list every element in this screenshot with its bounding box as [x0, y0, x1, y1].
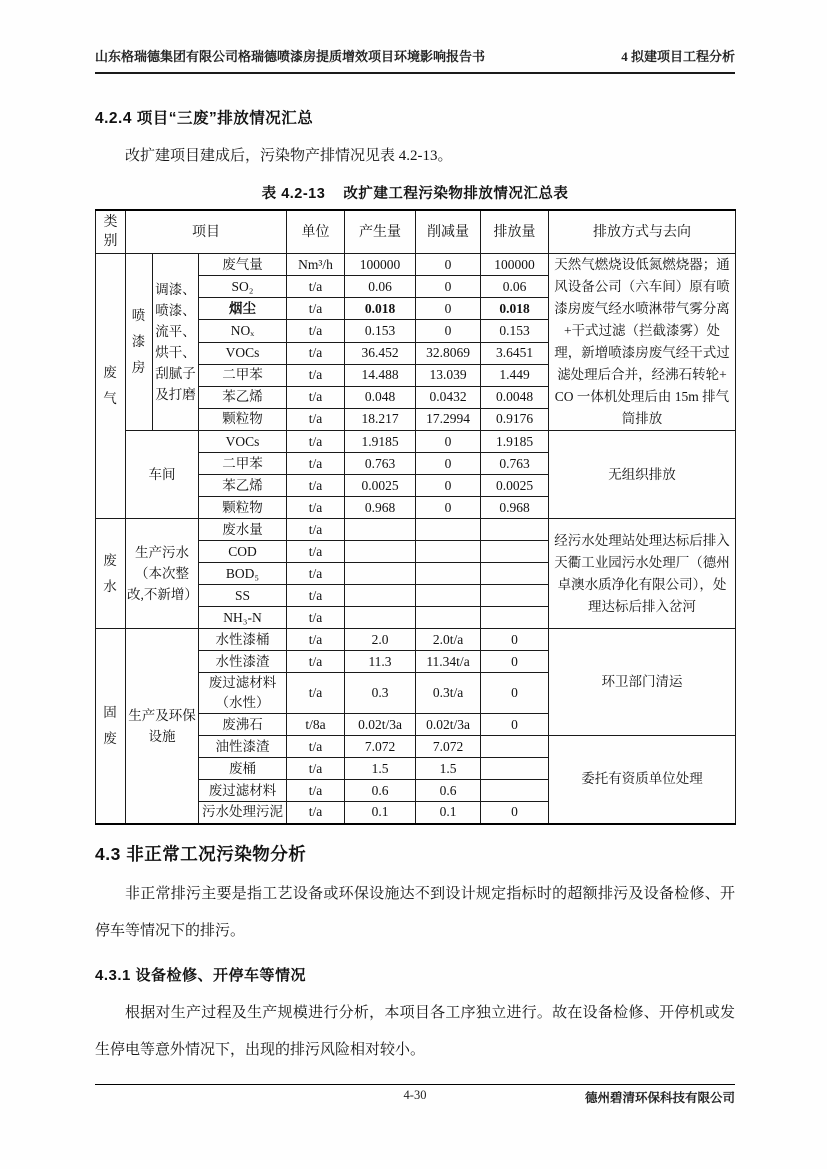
section-4-3-paragraph: 非正常排污主要是指工艺设备或环保设施达不到设计规定指标时的超额排污及设备检修、开停车等情况下的排污。	[95, 885, 735, 939]
table-cell: 11.3	[345, 651, 416, 673]
table-cell	[345, 607, 416, 629]
table-cell: 油性漆渣	[199, 736, 287, 758]
table-cell: 2.0t/a	[416, 629, 481, 651]
table-cell: 废水量	[199, 519, 287, 541]
table-header	[96, 210, 736, 254]
table-cell: 废过滤材料（水性）	[199, 673, 287, 714]
section-4-3-heading: 4.3 非正常工况污染物分析	[95, 843, 307, 864]
table-cell	[416, 519, 481, 541]
table-cell: t/a	[287, 276, 345, 298]
table-cell: 喷漆房	[126, 254, 153, 431]
table-cell: 0.153	[481, 320, 549, 342]
table-cell	[345, 585, 416, 607]
table-cell: 11.34t/a	[416, 651, 481, 673]
section-4-3-1-paragraph: 根据对生产过程及生产规模进行分析，本项目各工序独立进行。故在设备检修、开停机或发生停电等意外情况下，出现的排污风险相对较小。	[95, 1004, 735, 1058]
table-cell: 废过滤材料	[199, 780, 287, 802]
table-cell: 调漆、喷漆、流平、烘干、刮腻子及打磨	[153, 254, 199, 431]
table-cell: 排放方式与去向	[549, 210, 736, 254]
table-cell: COD	[199, 541, 287, 563]
table-cell: t/a	[287, 607, 345, 629]
table-cell	[481, 541, 549, 563]
table-body	[96, 254, 736, 824]
table-cell: 0.02t/3a	[416, 714, 481, 736]
table-cell: 0	[481, 651, 549, 673]
table-cell: 0.6	[345, 780, 416, 802]
table-cell: 0.3t/a	[416, 673, 481, 714]
table-cell: 0.763	[345, 453, 416, 475]
table-cell	[416, 563, 481, 585]
table-cell: 生产污水（本次整改,不新增）	[126, 519, 199, 629]
table-cell	[416, 607, 481, 629]
table-cell: t/a	[287, 780, 345, 802]
table-cell: 产生量	[345, 210, 416, 254]
table-cell: VOCs	[199, 431, 287, 453]
table-cell: 废气	[96, 254, 126, 519]
table-cell	[481, 585, 549, 607]
table-cell: 0	[416, 497, 481, 519]
table-cell: t/a	[287, 802, 345, 824]
running-header	[95, 46, 735, 74]
table-cell: 废沸石	[199, 714, 287, 736]
table-cell: 环卫部门清运	[549, 629, 736, 736]
table-cell: SS	[199, 585, 287, 607]
table-cell: 削减量	[416, 210, 481, 254]
table-cell: 无组织排放	[549, 431, 736, 519]
table-cell: t/a	[287, 408, 345, 430]
table-cell: Nm³/h	[287, 254, 345, 276]
table-cell: 废水	[96, 519, 126, 629]
table-cell	[416, 585, 481, 607]
table-row	[96, 431, 736, 453]
table-cell: 0.06	[345, 276, 416, 298]
table-cell: t/a	[287, 431, 345, 453]
table-cell: t/a	[287, 320, 345, 342]
table-cell: 水性漆渣	[199, 651, 287, 673]
page-content	[95, 96, 735, 1069]
table-cell: t/a	[287, 519, 345, 541]
table-cell	[481, 519, 549, 541]
table-cell: VOCs	[199, 342, 287, 364]
table-cell	[481, 563, 549, 585]
table-cell	[481, 758, 549, 780]
table-row	[96, 254, 736, 276]
table-cell: 单位	[287, 210, 345, 254]
table-cell: 0	[416, 276, 481, 298]
table-cell: 17.2994	[416, 408, 481, 430]
table-cell: SO₂	[199, 276, 287, 298]
table-cell: 7.072	[416, 736, 481, 758]
table-cell: t/a	[287, 651, 345, 673]
table-cell	[345, 563, 416, 585]
table-cell: NOₓ	[199, 320, 287, 342]
table-cell: 废桶	[199, 758, 287, 780]
table-cell: 0	[481, 673, 549, 714]
table-cell: 0.763	[481, 453, 549, 475]
table-cell: t/a	[287, 758, 345, 780]
table-cell: 0.048	[345, 386, 416, 408]
table-cell: 废气量	[199, 254, 287, 276]
table-cell: t/a	[287, 475, 345, 497]
table-cell: 0.1	[345, 802, 416, 824]
header-chapter-title: 4 拟建项目工程分析	[621, 49, 735, 64]
table-cell: 颗粒物	[199, 408, 287, 430]
table-cell: 0.1	[416, 802, 481, 824]
table-cell: 固废	[96, 629, 126, 824]
table-cell: 1.5	[345, 758, 416, 780]
table-cell: 0.018	[345, 298, 416, 320]
table-cell: 0.9176	[481, 408, 549, 430]
table-cell: 0.153	[345, 320, 416, 342]
table-cell: 13.039	[416, 364, 481, 386]
footer-rule	[95, 1084, 735, 1085]
table-cell: NH₃-N	[199, 607, 287, 629]
table-cell: 0	[481, 629, 549, 651]
table-cell: 0	[416, 298, 481, 320]
table-cell: 0.02t/3a	[345, 714, 416, 736]
table-cell: 1.9185	[345, 431, 416, 453]
table-cell	[481, 607, 549, 629]
table-cell: 0.0025	[481, 475, 549, 497]
table-cell: 0	[416, 431, 481, 453]
table-cell: 0	[416, 475, 481, 497]
table-cell: 14.488	[345, 364, 416, 386]
table-cell: 0.3	[345, 673, 416, 714]
table-cell: 二甲苯	[199, 453, 287, 475]
table-cell: 污水处理污泥	[199, 802, 287, 824]
table-caption-title: 改扩建工程污染物排放情况汇总表	[343, 186, 569, 202]
table-cell: 36.452	[345, 342, 416, 364]
table-cell: 3.6451	[481, 342, 549, 364]
table-cell: 0.968	[481, 497, 549, 519]
table-cell: 0.968	[345, 497, 416, 519]
table-cell: BOD₅	[199, 563, 287, 585]
table-cell: 委托有资质单位处理	[549, 736, 736, 824]
table-cell: 二甲苯	[199, 364, 287, 386]
table-cell: 0.018	[481, 298, 549, 320]
table-cell: 32.8069	[416, 342, 481, 364]
footer-company-name: 德州碧清环保科技有限公司	[584, 1091, 735, 1105]
section-4-2-4-paragraph: 改扩建项目建成后，污染物产排情况见表 4.2-13。	[125, 148, 453, 164]
table-cell	[345, 541, 416, 563]
table-cell: 项目	[126, 210, 287, 254]
pollutant-summary-table	[95, 209, 736, 825]
table-cell	[481, 780, 549, 802]
table-row	[96, 629, 736, 651]
table-cell: 0.0432	[416, 386, 481, 408]
table-cell: 0	[416, 320, 481, 342]
table-cell: t/a	[287, 497, 345, 519]
table-cell: 苯乙烯	[199, 386, 287, 408]
table-header-row	[96, 210, 736, 254]
table-cell: 18.217	[345, 408, 416, 430]
table-cell	[481, 736, 549, 758]
table-caption	[95, 182, 735, 203]
table-cell: 0	[481, 802, 549, 824]
table-cell: t/a	[287, 364, 345, 386]
table-cell	[345, 519, 416, 541]
table-row	[96, 519, 736, 541]
table-cell: 1.5	[416, 758, 481, 780]
table-cell: 苯乙烯	[199, 475, 287, 497]
table-cell: 生产及环保设施	[126, 629, 199, 824]
section-4-3-1-heading: 4.3.1 设备检修、开停车等情况	[95, 966, 307, 984]
table-cell: 0	[416, 254, 481, 276]
table-cell: 0	[416, 453, 481, 475]
table-cell: t/a	[287, 736, 345, 758]
table-cell: t/8a	[287, 714, 345, 736]
table-cell: 7.072	[345, 736, 416, 758]
table-cell: 车间	[126, 431, 199, 519]
table-cell: t/a	[287, 585, 345, 607]
table-cell: 0.0048	[481, 386, 549, 408]
table-cell: 天然气燃烧设低氮燃烧器；通风设备公司（六车间）原有喷漆房废气经水喷淋带气雾分离+干式过滤（拦截漆雾）处理，新增喷漆房废气经干式过滤处理后合并，经沸石转轮+CO 一体机处理后由 15m 排气筒排放	[549, 254, 736, 431]
table-cell: t/a	[287, 673, 345, 714]
table-cell: t/a	[287, 563, 345, 585]
footer-page-number: 4-30	[403, 1088, 427, 1102]
table-cell: t/a	[287, 629, 345, 651]
table-cell: t/a	[287, 453, 345, 475]
table-cell: t/a	[287, 342, 345, 364]
table-cell: 0.0025	[345, 475, 416, 497]
table-cell: 水性漆桶	[199, 629, 287, 651]
table-cell: 烟尘	[199, 298, 287, 320]
table-cell: 100000	[345, 254, 416, 276]
table-cell: 0.6	[416, 780, 481, 802]
table-cell	[416, 541, 481, 563]
table-cell: t/a	[287, 298, 345, 320]
table-caption-label: 表 4.2-13	[261, 186, 326, 202]
table-cell: 经污水处理站处理达标后排入天衢工业园污水处理厂（德州卓澳水质净化有限公司），处理达标后排入岔河	[549, 519, 736, 629]
table-cell: 类别	[96, 210, 126, 254]
table-cell: 颗粒物	[199, 497, 287, 519]
table-cell: 排放量	[481, 210, 549, 254]
table-cell: 0	[481, 714, 549, 736]
section-4-2-4-heading: 4.2.4 项目“三废”排放情况汇总	[95, 110, 314, 127]
table-cell: 1.449	[481, 364, 549, 386]
table-cell: 1.9185	[481, 431, 549, 453]
table-cell: 100000	[481, 254, 549, 276]
table-cell: 2.0	[345, 629, 416, 651]
table-cell: t/a	[287, 386, 345, 408]
header-report-title: 山东格瑞德集团有限公司格瑞德喷漆房提质增效项目环境影响报告书	[95, 49, 486, 64]
table-cell: t/a	[287, 541, 345, 563]
table-cell: 0.06	[481, 276, 549, 298]
